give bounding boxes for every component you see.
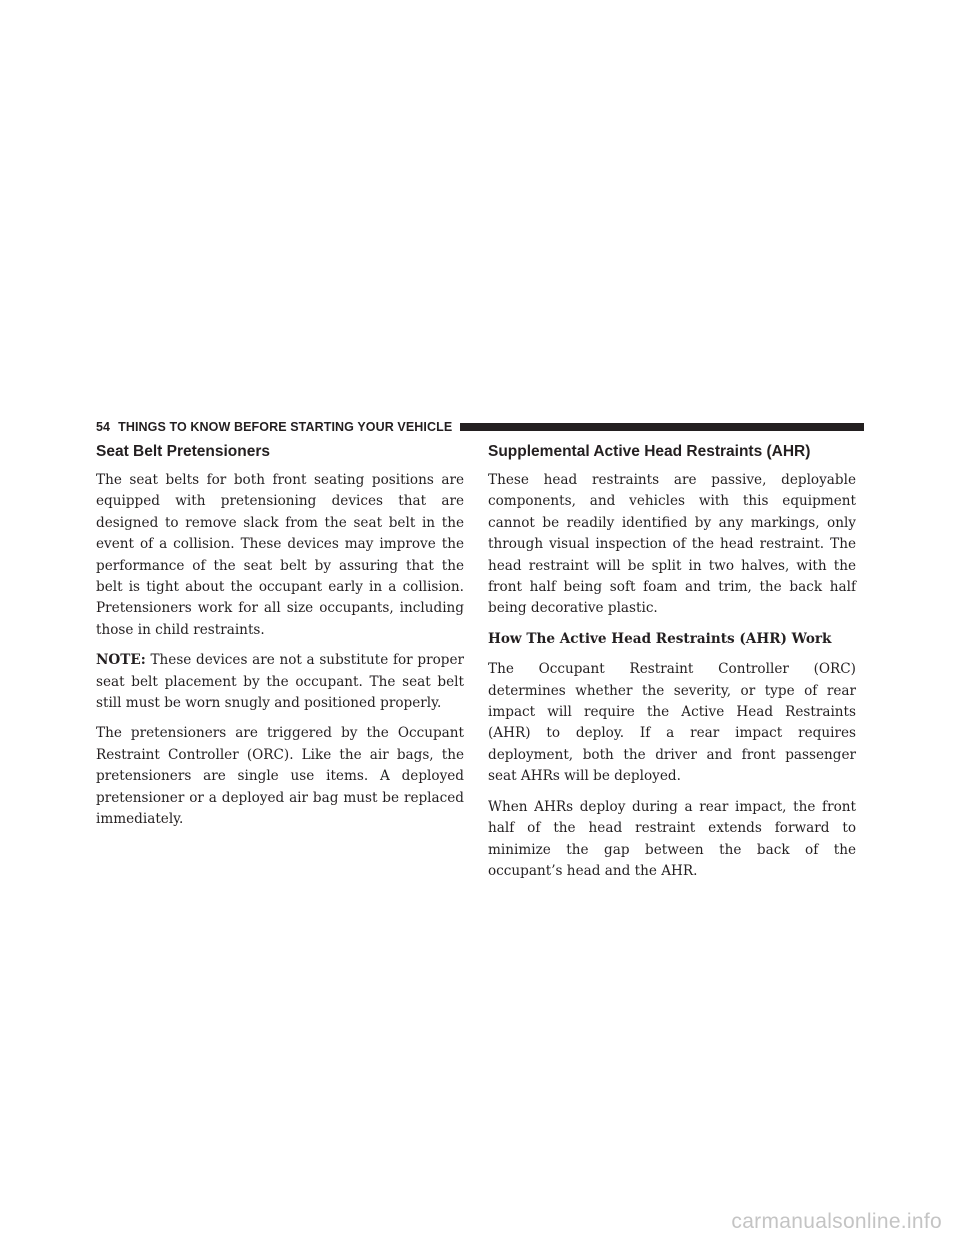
watermark: carmanualsonline.info (731, 1210, 942, 1233)
page-number: 54 (96, 420, 111, 434)
body-paragraph: The Occupant Restraint Controller (ORC) determines whether the severity, or type of rear impact will require the Active Head Restraints (AHR) to deploy. If a rear impact requires deployment, both the driver and front passenger seat AHRs will be deployed. (488, 661, 856, 785)
right-column (488, 442, 856, 891)
body-paragraph: When AHRs deploy during a rear impact, the front half of the head restraint extends forward to minimize the gap between the back of the occupant’s head and the AHR. (488, 798, 856, 879)
note-paragraph (96, 650, 464, 714)
page-header (96, 419, 864, 435)
body-paragraph: The pretensioners are triggered by the Occupant Restraint Controller (ORC). Like the air bags, the pretensioners are single use items. A deployed pretensioner or a deployed air bag must be replaced immediately. (96, 725, 464, 828)
subheading-how-ahr-work: How The Active Head Restraints (AHR) Work (488, 630, 832, 647)
body-paragraph: These head restraints are passive, deployable components, and vehicles with this equipment cannot be readily identified by any markings, only through visual inspection of the head restraint. The head restraint will be split in two halves, with the front half being soft foam and trim, the back half being decorative plastic. (488, 472, 856, 617)
section-heading-seat-belt-pretensioners: Seat Belt Pretensioners (96, 443, 271, 460)
note-text: These devices are not a substitute for proper seat belt placement by the occupant. The seat belt still must be worn snugly and positioned properly. (96, 652, 464, 712)
note-label: NOTE: (96, 652, 146, 669)
body-paragraph: The seat belts for both front seating positions are equipped with pretensioning devices that are designed to remove slack from the seat belt in the event of a collision. These devices may improve the performance of the seat belt by assuring that the belt is tight about the occupant early in a collision. Pretensioners work for all size occupants, including those in child restraints. (96, 472, 464, 638)
section-heading-active-head-restraints: Supplemental Active Head Restraints (AHR) (488, 443, 811, 460)
header-rule (460, 423, 864, 431)
left-column (96, 442, 464, 840)
running-title: THINGS TO KNOW BEFORE STARTING YOUR VEHICLE (118, 420, 453, 434)
